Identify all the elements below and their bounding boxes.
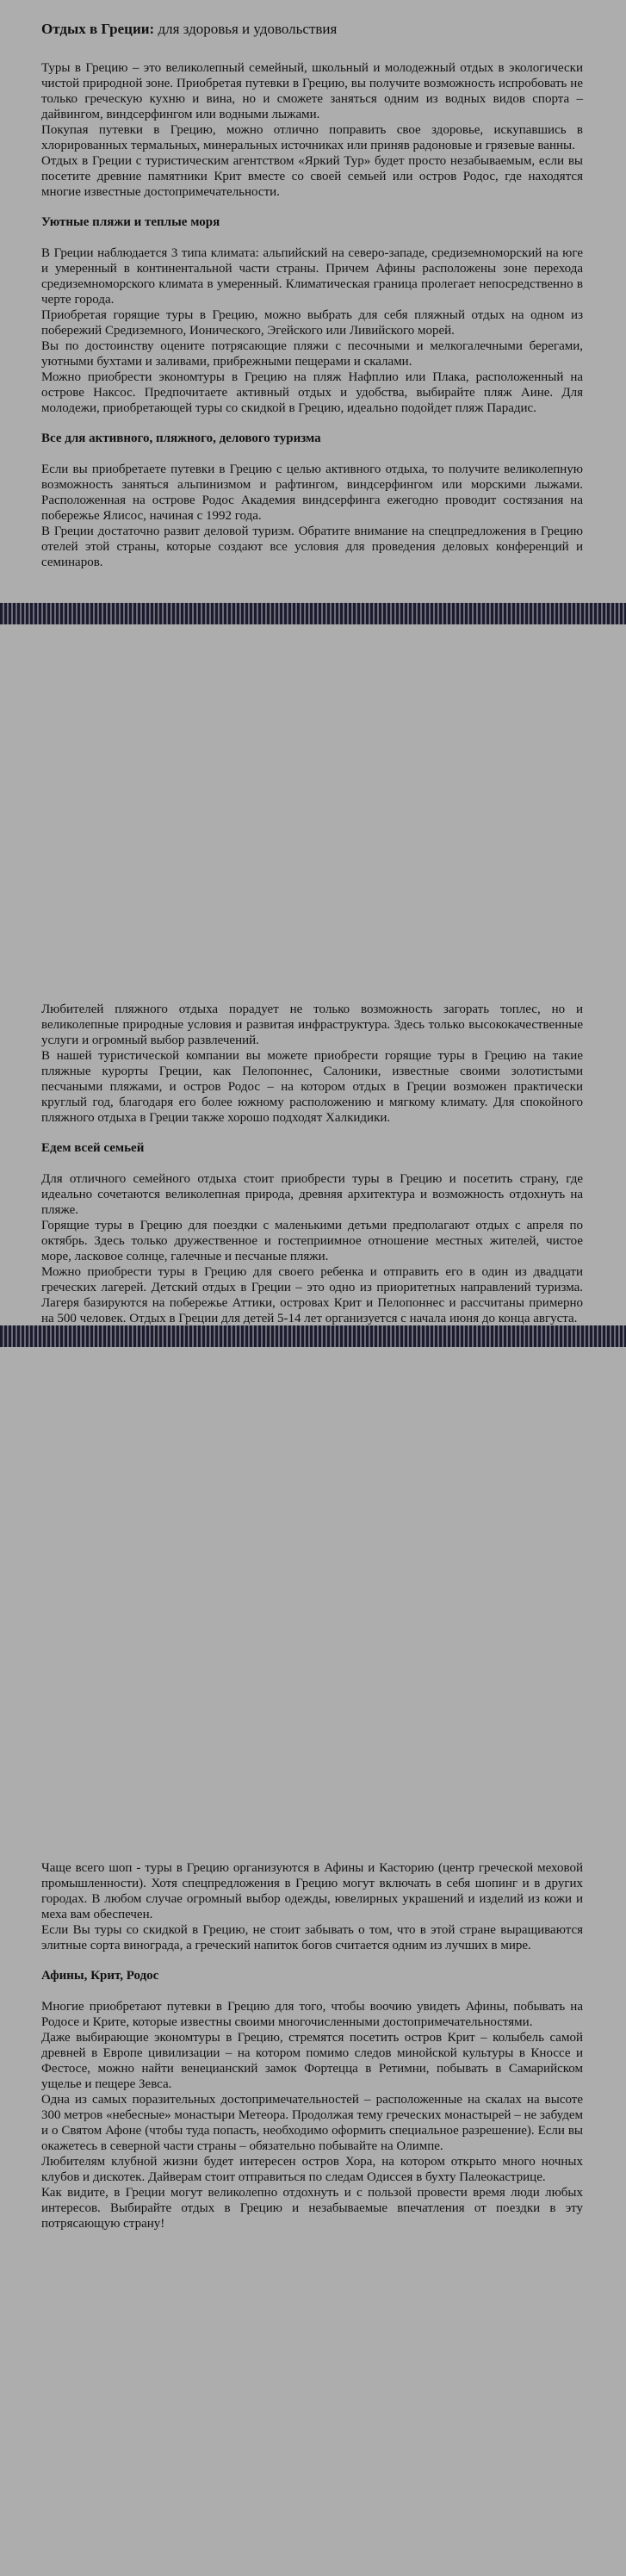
- section-heading: Афины, Крит, Родос: [41, 1969, 159, 1983]
- paragraph: Любителей пляжного отдыха порадует не только возможность загорать топлес, но и великолепные природные условия и развитая инфраструктура. Здесь только высококачественные услуги и огромный выбор развлечений.: [41, 1002, 583, 1047]
- paragraph: Можно приобрести туры в Грецию для своего ребенка и отправить его в один из двадцати греческих лагерей. Детский отдых в Греции – это одно из приоритетных направлений туризма. Лагеря базируются на побережье Аттики, островах Крит и Пелопоннес и рассчитаны примерно на 500 человек. Отдых в Греции для детей 5-14 лет организуется с начала июня до конца августа.: [41, 1265, 583, 1325]
- paragraph: Если Вы туры со скидкой в Грецию, не стоит забывать о том, что в этой стране выращиваются элитные сорта винограда, а греческий напиток богов считается одним из лучших в мире.: [41, 1923, 583, 1952]
- paragraph: Для отличного семейного отдыха стоит приобрести туры в Грецию и посетить страну, где идеально сочетаются великолепная природа, древняя архитектура и возможность отдохнуть на пляже.: [41, 1172, 583, 1217]
- paragraph: Как видите, в Греции могут великолепно отдохнуть и с пользой провести время люди любых интересов. Выбирайте отдых в Грецию и незабываемые впечатления от поездки в эту потрясающую страну!: [41, 2186, 583, 2231]
- section-heading: Едем всей семьей: [41, 1141, 145, 1155]
- paragraph: В Греции достаточно развит деловой туризм. Обратите внимание на спецпредложения в Грецию отелей этой страны, которые создают все условия для проведения деловых конференций и семинаров.: [41, 525, 583, 569]
- paragraph: Любителям клубной жизни будет интересен остров Хора, на котором открыто много ночных клубов и дискотек. Дайверам стоит отправиться по следам Одиссея в бухту Палеокастрице.: [41, 2155, 583, 2184]
- paragraph: Если вы приобретаете путевки в Грецию с целью активного отдыха, то получите великолепную возможность заняться альпинизмом и рафтингом, виндсерфингом или морскими лыжами. Расположенная на острове Родос Академия виндсерфинга ежегодно проводит состязания на побережье Ялисос, начиная с 1992 года.: [41, 462, 583, 523]
- section-heading: Уютные пляжи и теплые моря: [41, 215, 220, 229]
- document-page-3: [0, 1347, 626, 2576]
- paragraph: Туры в Грецию – это великолепный семейный, школьный и молодежный отдых в экологически чистой природной зоне. Приобретая путевки в Грецию, вы получите возможность испробовать не только греческую кухню и вина, но и сможете заняться одним из водных видов спорта – дайвингом, виндсерфингом или водными лыжами.: [41, 61, 583, 121]
- paragraph: Вы по достоинству оцените потрясающие пляжи с песочными и мелкогалечными берегами, уютными бухтами и заливами, прибрежными пещерами и скалами.: [41, 339, 583, 369]
- page-break: [0, 603, 626, 624]
- paragraph: В нашей туристической компании вы можете приобрести горящие туры в Грецию на такие пляжные курорты Греции, как Пелопоннес, Салоники, известные своими золотистыми песчаными пляжами, и остров Родос – на котором отдых в Греции возможен практически круглый год, благодаря его более южному расположению и мягкому климату. Для спокойного пляжного отдыха в Греции также хорошо подходят Халкидики.: [41, 1049, 583, 1125]
- section-heading: Все для активного, пляжного, делового туризма: [41, 431, 321, 445]
- paragraph: Приобретая горящие туры в Грецию, можно выбрать для себя пляжный отдых на одном из побережий Средиземного, Ионического, Эгейского или Ливийского морей.: [41, 308, 583, 338]
- paragraph: Чаще всего шоп - туры в Грецию организуются в Афины и Касторию (центр греческой меховой промышленности). Хотя спецпредложения в Грецию могут включать в себя шопинг и в других городах. В любом случае огромный выбор одежды, ювелирных украшений и изделий из кожи и меха вам обеспечен.: [41, 1861, 583, 1921]
- paragraph: В Греции наблюдается 3 типа климата: альпийский на северо-западе, средиземноморский на юге и умеренный в континентальной части страны. Причем Афины расположены зоне перехода средиземноморского климата в умеренный. Климатическая граница пролегает непосредственно в черте города.: [41, 246, 583, 307]
- paragraph: Многие приобретают путевки в Грецию для того, чтобы воочию увидеть Афины, побывать на Родосе и Крите, которые известны своими многочисленными достопримечательностями.: [41, 2000, 583, 2029]
- page-title: Отдых в Греции: для здоровья и удовольствия: [41, 21, 338, 37]
- page-break: [0, 1325, 626, 1347]
- paragraph: Можно приобрести экономтуры в Грецию на пляж Нафплио или Плака, расположенный на острове Наксос. Предпочитаете активный отдых и удобства, выбирайте пляж Аине. Для молодежи, приобретающей туры со скидкой в Грецию, идеально подойдет пляж Парадис.: [41, 370, 583, 415]
- paragraph: Отдых в Греции с туристическим агентством «Яркий Тур» будет просто незабываемым, если вы посетите древние памятники Крит вместе со своей семьей или остров Родос, где находятся многие известные достопримечательности.: [41, 154, 583, 199]
- paragraph: Одна из самых поразительных достопримечательностей – расположенные на скалах на высоте 300 метров «небесные» монастыри Метеора. Продолжая тему греческих монастырей – не забудем и о Святом Афоне (чтобы туда попасть, необходимо оформить специальное разрешение). Если вы окажетесь в северной части страны – обязательно побывайте на Олимпе.: [41, 2093, 583, 2153]
- paragraph: Горящие туры в Грецию для поездки с маленькими детьми предполагают отдых с апреля по октябрь. Здесь только дружественное и гостеприимное отношение местных жителей, чистое море, ласковое солнце, галечные и песчаные пляжи.: [41, 1219, 583, 1263]
- document-page-2: [0, 624, 626, 1325]
- paragraph: Покупая путевки в Грецию, можно отлично поправить свое здоровье, искупавшись в хлорированных термальных, минеральных источниках или приняв радоновые и грязевые ванны.: [41, 123, 583, 152]
- paragraph: Даже выбирающие экономтуры в Грецию, стремятся посетить остров Крит – колыбель самой древней в Европе цивилизации – на котором помимо следов минойской культуры в Кноссе и Фестосе, можно найти венецианский замок Фортецца в Ретимни, побывать в Самарийском ущелье и пещере Зевса.: [41, 2031, 583, 2091]
- document-page-1: [0, 0, 626, 603]
